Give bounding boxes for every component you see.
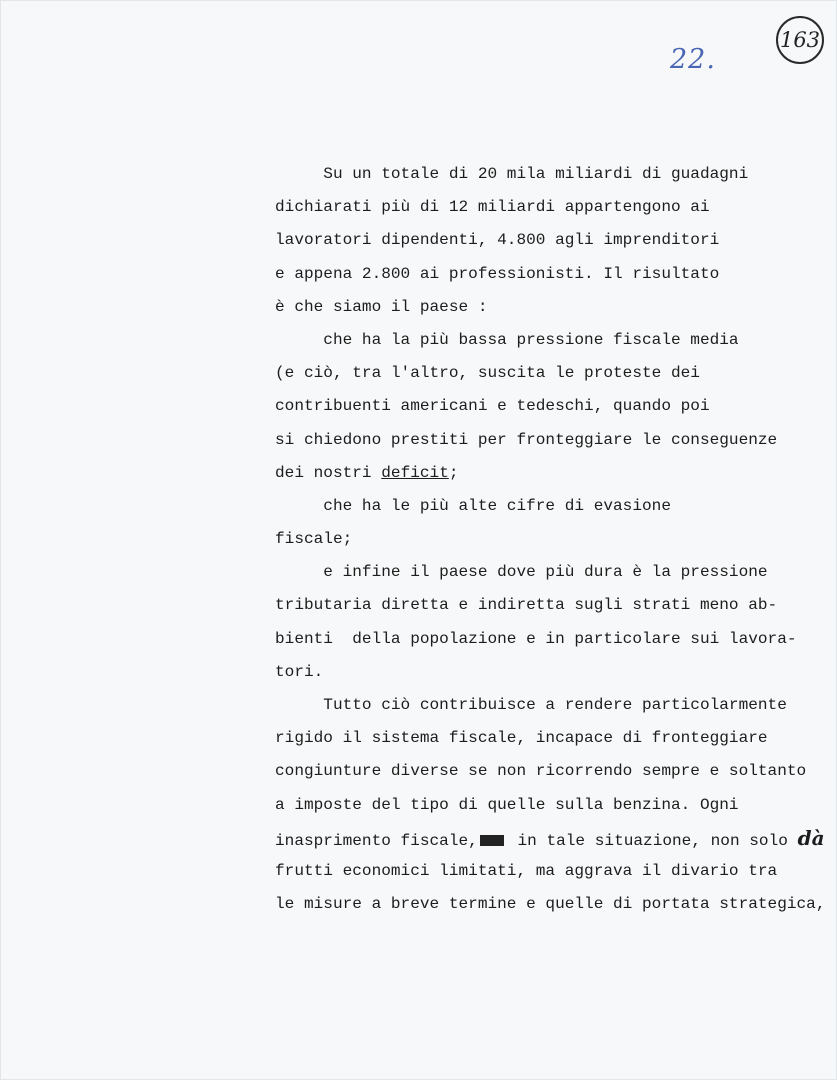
text-line: le misure a breve termine e quelle di portata strategica, (275, 895, 826, 914)
text-line: Su un totale di 20 mila miliardi di guadagni (275, 165, 749, 183)
text-line: (e ciò, tra l'altro, suscita le proteste dei (275, 364, 700, 383)
page-number: 22. (670, 44, 716, 75)
text-line: che ha la più bassa pressione fiscale media (275, 330, 739, 349)
text-fragment: in tale situazione, non solo (507, 831, 798, 850)
text-line: bienti della popolazione e in particolare sui lavora- (275, 629, 797, 648)
text-line: congiunture diverse se non ricorrendo sempre e soltanto (275, 762, 807, 781)
text-line: rigido il sistema fiscale, incapace di fronteggiare (275, 729, 768, 748)
handwritten-correction: dà (797, 825, 825, 850)
text-line: è che siamo il paese : (275, 297, 488, 316)
text-fragment: dei nostri (275, 463, 382, 482)
underlined-word: deficit (381, 463, 449, 482)
text-fragment: ; (448, 463, 459, 482)
text-line: che ha le più alte cifre di evasione (275, 496, 671, 515)
text-line: tori. (275, 662, 324, 681)
text-line (275, 457, 835, 490)
text-line: fiscale; (275, 530, 353, 549)
text-line (275, 822, 835, 855)
archive-stamp (776, 16, 824, 64)
text-line: dichiarati più di 12 miliardi appartengono ai (275, 198, 710, 217)
strikeout-mark (480, 835, 504, 846)
text-line: e appena 2.800 ai professionisti. Il risultato (275, 264, 720, 283)
archive-number: 163 (779, 28, 821, 52)
text-line: contribuenti americani e tedeschi, quando poi (275, 397, 710, 416)
text-line: a imposte del tipo di quelle sulla benzina. Ogni (275, 795, 739, 814)
text-fragment: inasprimento fiscale, (275, 831, 478, 850)
text-line: Tutto ciò contribuisce a rendere particolarmente (275, 696, 787, 714)
text-line: lavoratori dipendenti, 4.800 agli imprenditori (275, 231, 720, 250)
text-line: frutti economici limitati, ma aggrava il divario tra (275, 861, 778, 880)
text-line: tributaria diretta e indiretta sugli strati meno ab- (275, 596, 778, 615)
text-line: e infine il paese dove più dura è la pressione (275, 563, 768, 582)
typed-text-body (275, 158, 835, 921)
text-line: si chiedono prestiti per fronteggiare le conseguenze (275, 430, 778, 449)
